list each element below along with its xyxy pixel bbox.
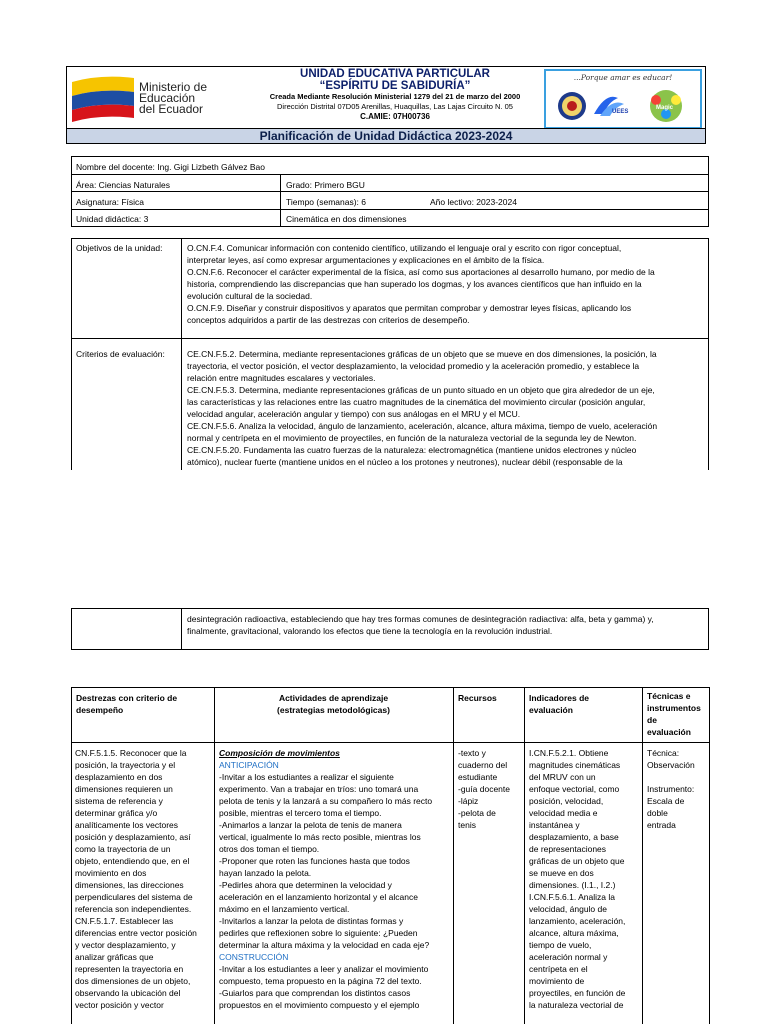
amie-code: C.AMIE: 07H00736 <box>360 112 430 121</box>
school-name: UNIDAD EDUCATIVA PARTICULAR <box>300 68 490 80</box>
resource-line: -guía docente <box>458 784 510 794</box>
school-logos-box <box>544 69 702 129</box>
criteria-continuation-line: finalmente, gravitacional, valorando los efectos que tiene la tecnología en la revolución industrial. <box>187 626 553 636</box>
indicator-line: la naturaleza vectorial de <box>529 1000 624 1010</box>
objective-line: O.CN.F.9. Diseñar y construir dispositivos y aparatos que permitan comprobar y demostrar leyes físicas, aplicando los <box>187 303 632 313</box>
school-info <box>250 68 540 122</box>
indicator-line: magnitudes cinemáticas <box>529 760 621 770</box>
objective-line: evolución cultural de la sociedad. <box>187 291 313 301</box>
skill-line: CN.F.5.1.7. Establecer las <box>75 916 174 926</box>
criteria-label: Criterios de evaluación: <box>76 349 165 359</box>
indicator-line: aceleración normal y <box>529 952 608 962</box>
criteria-line: velocidad angular, aceleración angular y tiempo) con sus análogas en el MRU y el MCU. <box>187 409 521 419</box>
activity-line: pedirles que reflexionen sobre lo siguiente: ¿Pueden <box>219 928 418 938</box>
activity-line: -Animarlos a lanzar la pelota de tenis de manera <box>219 820 402 830</box>
criteria-continuation-line: desintegración radioactiva, estableciendo que hay tres formas comunes de desintegración radiactiva: alfa, beta y gamma) y, <box>187 614 654 624</box>
info-divider-3 <box>71 209 709 210</box>
activity-title: Composición de movimientos <box>219 748 340 758</box>
objectives-divider <box>71 338 709 339</box>
activity-line: determinar la altura máxima y la velocidad en cada eje? <box>219 940 430 950</box>
unit-name-field: Cinemática en dos dimensiones <box>286 214 407 224</box>
activity-line: hayan lanzado la pelota. <box>219 868 312 878</box>
area-field: Área: Ciencias Naturales <box>76 180 171 190</box>
resource-line: cuaderno del <box>458 760 508 770</box>
indicator-line: instantánea y <box>529 820 580 830</box>
indicator-line: proyectiles, en función de <box>529 988 626 998</box>
criteria-line: normal y centrípeta en el movimiento de proyectiles, en función de la naturaleza vectorial de la segunda ley de Newton. <box>187 433 637 443</box>
criteria-line: atómico), nuclear fuerte (mantiene unidos en el núcleo a los protones y neutrones), nuclear débil (responsable de la <box>187 457 623 467</box>
col-divider-4 <box>642 687 643 1024</box>
school-emblems-icon <box>556 88 696 124</box>
header-techniques-line: Técnicas e <box>647 691 691 701</box>
criteria-line: trayectoria, el vector posición, el vector desplazamiento, la velocidad promedio y la aceleración promedio, y establece la <box>187 361 640 371</box>
indicator-line: alcance, altura máxima, <box>529 928 619 938</box>
activity-line: -Invitarlos a lanzar la pelota de distintas formas y <box>219 916 404 926</box>
technique-line: doble <box>647 808 668 818</box>
indicator-line: tiempo de vuelo, <box>529 940 592 950</box>
indicator-line: gráficas de un objeto que <box>529 856 625 866</box>
activities-column <box>219 747 453 1011</box>
technique-line: Escala de <box>647 796 685 806</box>
activity-line: -Proponer que roten las funciones hasta que todos <box>219 856 410 866</box>
indicator-line: I.CN.F.5.6.1. Analiza la <box>529 892 615 902</box>
header-techniques-line: evaluación <box>647 727 691 737</box>
criteria-line: CE.CN.F.5.20. Fundamenta las cuatro fuerzas de la naturaleza: electromagnética (mantiene unidos electrones y núcleo <box>187 445 637 455</box>
technique-line: entrada <box>647 820 676 830</box>
header-techniques <box>647 690 701 738</box>
header-skills-line: desempeño <box>76 705 124 715</box>
resource-line: tenis <box>458 820 476 830</box>
technique-spacer <box>647 771 709 783</box>
header-skills <box>76 692 177 716</box>
logo-badge-magic: Magic <box>656 105 674 111</box>
resource-line: -pelota de <box>458 808 496 818</box>
plan-title: Planificación de Unidad Didáctica 2023-2024 <box>66 128 706 144</box>
logo-badge-uees: UEES <box>612 109 629 115</box>
criteria-line: CE.CN.F.5.6. Analiza la velocidad, ángulo de lanzamiento, aceleración, alcance, altura máxima, tiempo de vuelo, aceleración <box>187 421 658 431</box>
skill-line: analizar gráficas que <box>75 952 154 962</box>
header-activities <box>214 692 453 716</box>
activity-line: -Pedirles ahora que determinen la velocidad y <box>219 880 392 890</box>
phase-construction: CONSTRUCCIÓN <box>219 952 289 962</box>
unit-field: Unidad didáctica: 3 <box>76 214 149 224</box>
header-resources: Recursos <box>458 693 497 703</box>
objectives-col-divider <box>181 238 182 470</box>
activity-line: -Invitar a los estudiantes a leer y analizar el movimiento <box>219 964 429 974</box>
indicator-line: centrípeta en el <box>529 964 588 974</box>
skill-line: diferencias entre vector posición <box>75 928 197 938</box>
indicator-line: movimiento de <box>529 976 585 986</box>
indicator-line: posición, velocidad, <box>529 796 604 806</box>
indicator-line: velocidad media e <box>529 808 598 818</box>
col-divider-2 <box>453 687 454 1024</box>
skill-line: determinar gráfica y/o <box>75 808 158 818</box>
skill-line: como la trayectoria de un <box>75 844 171 854</box>
header-activities-line: Actividades de aprendizaje <box>278 693 389 703</box>
technique-line: Técnica: <box>647 748 680 758</box>
header-skills-line: Destrezas con criterio de <box>76 693 178 703</box>
address-text: Dirección Distrital 07D05 Arenillas, Huaquillas, Las Lajas Circuito N. 05 <box>277 102 513 111</box>
activity-line: máximo en el lanzamiento vertical. <box>219 904 350 914</box>
resource-line: -lápiz <box>458 796 479 806</box>
objective-line: interpretar leyes, así como expresar argumentaciones y explicaciones en el ámbito de la física. <box>187 255 545 265</box>
indicator-line: enfoque vectorial, como <box>529 784 620 794</box>
col-divider-3 <box>524 687 525 1024</box>
ministry-flag-logo <box>70 72 140 122</box>
phase-anticipation: ANTICIPACIÓN <box>219 760 279 770</box>
info-col-divider <box>280 174 281 227</box>
indicator-line: del MRUV con un <box>529 772 596 782</box>
skill-line: objeto, entendiendo que, en el <box>75 856 190 866</box>
skill-line: y vector desplazamiento, y <box>75 940 176 950</box>
indicator-line: velocidad, ángulo de <box>529 904 607 914</box>
activity-line: aceleración en el lanzamiento horizontal y el alcance <box>219 892 418 902</box>
indicators-column <box>529 747 642 1011</box>
resource-line: estudiante <box>458 772 498 782</box>
objectives-label: Objetivos de la unidad: <box>76 243 163 253</box>
criteria-text <box>187 348 707 468</box>
indicator-line: I.CN.F.5.2.1. Obtiene <box>529 748 609 758</box>
skill-line: analíticamente los vectores <box>75 820 178 830</box>
skill-line: dimensiones requieren un <box>75 784 173 794</box>
skill-line: desplazamiento en dos <box>75 772 163 782</box>
criteria-continuation-text <box>187 613 707 637</box>
skill-line: sistema de referencia y <box>75 796 163 806</box>
header-activities-line: (estrategias metodológicas) <box>277 705 390 715</box>
ministry-name <box>139 82 207 115</box>
criteria-line: CE.CN.F.5.3. Determina, mediante representaciones gráficas de un punto situado en un objeto que gira alrededor de un eje, <box>187 385 655 395</box>
criteria-line: CE.CN.F.5.2. Determina, mediante representaciones gráficas de un objeto que se mueve en dos dimensiones, la posición, la <box>187 349 657 359</box>
subject-field: Asignatura: Física <box>76 197 145 207</box>
activity-line: -Invitar a los estudiantes a realizar el siguiente <box>219 772 394 782</box>
skill-line: representen la trayectoria en <box>75 964 184 974</box>
skill-line: observando la ubicación del <box>75 988 181 998</box>
objective-line: O.CN.F.4. Comunicar información con contenido científico, utilizando el lenguaje oral y escrito con rigor conceptual, <box>187 243 622 253</box>
resources-column <box>458 747 524 831</box>
school-year-field: Año lectivo: 2023-2024 <box>430 197 517 207</box>
activity-line: vertical, igualmente lo más recto posible, mientras los <box>219 832 421 842</box>
objectives-text <box>187 242 707 326</box>
header-indicators <box>529 692 589 716</box>
grade-field: Grado: Primero BGU <box>286 180 365 190</box>
objective-line: historia, comprendiendo las discrepancias que han superado los dogmas, y los avances científicos que han influido en la <box>187 279 642 289</box>
activity-line: compuesto, tema propuesto en la página 72 del texto. <box>219 976 422 986</box>
resource-line: -texto y <box>458 748 486 758</box>
objective-line: O.CN.F.6. Reconocer el carácter experimental de la física, así como sus aportaciones al desarrollo humano, por medio de la <box>187 267 655 277</box>
skill-line: dos dimensiones de un objeto, <box>75 976 191 986</box>
header-indicators-line: evaluación <box>529 705 573 715</box>
ministry-line-1: Ministerio de <box>139 80 208 94</box>
skill-line: posición y desplazamiento, así <box>75 832 191 842</box>
ministry-line-3: del Ecuador <box>139 102 204 116</box>
info-divider-1 <box>71 174 709 175</box>
techniques-column <box>647 747 709 831</box>
logo-slogan: ...Porque amar es educar! <box>573 73 673 82</box>
activity-line: posible, mientras el tercero toma el tiempo. <box>219 808 382 818</box>
activity-line: experimento. Van a trabajar en tríos: uno tomará una <box>219 784 419 794</box>
header-techniques-line: de <box>647 715 657 725</box>
skill-line: posición, la trayectoria y el <box>75 760 176 770</box>
teacher-name: Nombre del docente: Ing. Gigi Lizbeth Gálvez Bao <box>76 162 265 172</box>
skill-line: dimensiones, las direcciones <box>75 880 184 890</box>
activity-line: pelota de tenis y la lanzará a su compañero lo más recto <box>219 796 433 806</box>
activity-line: propuestos en el movimiento compuesto y el ejemplo <box>219 1000 420 1010</box>
school-motto: “ESPÍRITU DE SABIDURÍA” <box>319 80 471 92</box>
skill-line: perpendiculares del sistema de <box>75 892 193 902</box>
ministry-line-2: Educación <box>139 91 196 105</box>
skill-line: CN.F.5.1.5. Reconocer que la <box>75 748 187 758</box>
indicator-line: lanzamiento, aceleración, <box>529 916 626 926</box>
skills-column <box>75 747 215 1011</box>
activities-header-divider <box>71 742 710 743</box>
activity-line: otros dos toman el tiempo. <box>219 844 320 854</box>
skill-line: referencia son independientes. <box>75 904 192 914</box>
info-divider-2 <box>71 191 709 192</box>
indicator-line: de representaciones <box>529 844 607 854</box>
objective-line: conceptos adquiridos a partir de las destrezas con criterios de desempeño. <box>187 315 470 325</box>
continuation-col-divider <box>181 608 182 650</box>
technique-line: Instrumento: <box>647 784 695 794</box>
criteria-line: las características y las relaciones entre las cuatro magnitudes de la cinemática del movimiento circular (posición angular, <box>187 397 646 407</box>
header-techniques-line: instrumentos <box>647 703 701 713</box>
resolution-text: Creada Mediante Resolución Ministerial 1279 del 21 de marzo del 2000 <box>269 92 521 101</box>
time-field: Tiempo (semanas): 6 <box>286 197 366 207</box>
skill-line: vector posición y vector <box>75 1000 164 1010</box>
skill-line: movimiento en dos <box>75 868 147 878</box>
indicator-line: desplazamiento, a base <box>529 832 619 842</box>
indicator-line: se mueve en dos <box>529 868 594 878</box>
technique-line: Observación <box>647 760 695 770</box>
header-indicators-line: Indicadores de <box>529 693 589 703</box>
indicator-line: dimensiones. (I.1., I.2.) <box>529 880 616 890</box>
activity-line: -Guiarlos para que comprendan los distintos casos <box>219 988 411 998</box>
criteria-line: relación entre magnitudes escalares y vectoriales. <box>187 373 376 383</box>
